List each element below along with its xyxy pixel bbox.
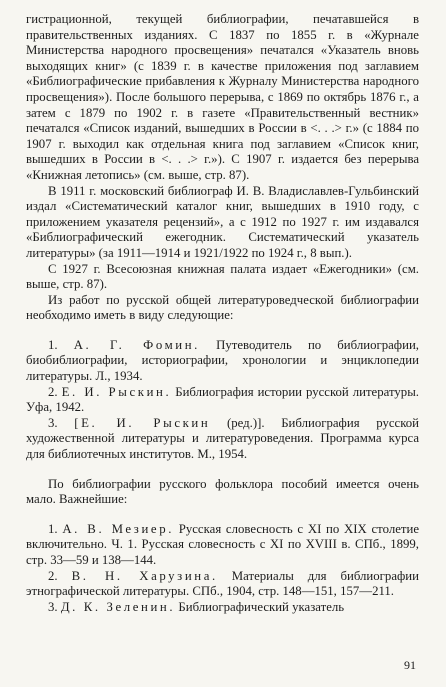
item-text: (ред.)]. Библиография русской художественной литературы и литературоведения. Программа курса для библиотечных институтов. М., 1954. bbox=[26, 415, 420, 462]
list-item bbox=[26, 338, 419, 385]
list-item bbox=[26, 385, 419, 416]
intro-paragraph-vladislavlev: В 1911 г. московский библиограф И. В. Владиславлев-Гульбинский издал «Систематический каталог книг, вышедших в 1910 году, с приложением указателя рецензий», а с 1912 по 1927 г. им издавался «Библиографический ежегодник. Систематический указатель литературы» (за 1911—1914 и 1921/1922 по 1924 г., 8 вып.). bbox=[26, 183, 419, 260]
list-item bbox=[26, 522, 419, 569]
item-text: Библиография истории русской литературы. Уфа, 1942. bbox=[26, 384, 420, 415]
item-text: Путеводитель по библиографии, биобиблиографии, историографии, хронологии и энциклопедии литературы. Л., 1934. bbox=[26, 337, 419, 384]
page-number: 91 bbox=[404, 658, 416, 672]
item-author: А. Г. Фомин. bbox=[73, 337, 200, 352]
item-author: В. Н. Харузина. bbox=[71, 568, 218, 583]
item-author: [Е. И. Рыскин bbox=[74, 415, 211, 430]
folklore-bibliography-list bbox=[26, 522, 419, 616]
spacer bbox=[26, 463, 419, 477]
intro-paragraph-general-works: Из работ по русской общей литературоведческой библиографии необходимо иметь в виду следующие: bbox=[26, 292, 419, 323]
item-number: 1. bbox=[48, 521, 58, 536]
page-content bbox=[26, 12, 419, 615]
item-number: 3. bbox=[48, 599, 58, 614]
item-text: Библиографический указатель bbox=[178, 599, 345, 614]
list-item bbox=[26, 600, 419, 616]
item-author: Д. К. Зеленин. bbox=[60, 599, 176, 614]
item-text: Материалы для библиографии этнографической литературы. СПб., 1904, стр. 148—151, 157—211. bbox=[26, 568, 419, 599]
item-number: 2. bbox=[48, 384, 58, 399]
item-text: Русская словесность с XI по XIX столетие включительно. Ч. 1. Русская словесность с XI по XVIII в. СПб., 1899, стр. 33—59 и 138—144. bbox=[26, 521, 420, 567]
spacer bbox=[26, 324, 419, 338]
general-bibliography-list bbox=[26, 338, 419, 463]
item-number: 2. bbox=[48, 568, 58, 583]
intro-paragraph-continued: гистрационной, текущей библиографии, печатавшейся в правительственных изданиях. С 1837 по 1855 г. в «Журнале Министерства народного просвещения» печатался «Указатель вновь выходящих книг» (с 1839 г. в качестве приложения под заглавием «Библиографические прибавления к Журналу Министерства народного просвещения»). После большого перерыва, с 1869 по октябрь 1876 г., а затем с 1879 по 1902 г. в газете «Правительственный вестник» печатался «Список изданий, вышедших в России в <. . .> г.» (с 1884 по 1907 г. выходил как отдельная книга под заглавием «Список книг, вышедших в России в <. . .> г.»). С 1907 г. издается без перерыва «Книжная летопись» (см. выше, стр. 87). bbox=[26, 12, 419, 182]
intro-paragraph-book-chamber: С 1927 г. Всесоюзная книжная палата издает «Ежегодники» (см. выше, стр. 87). bbox=[26, 261, 419, 292]
folklore-intro-paragraph: По библиографии русского фольклора пособий имеется очень мало. Важнейшие: bbox=[26, 476, 419, 507]
item-number: 3. bbox=[48, 415, 58, 430]
list-item bbox=[26, 416, 419, 463]
item-author: Е. И. Рыскин. bbox=[61, 384, 172, 399]
spacer bbox=[26, 508, 419, 522]
list-item bbox=[26, 569, 419, 600]
item-number: 1. bbox=[48, 337, 58, 352]
item-author: А. В. Мезиер. bbox=[62, 521, 174, 536]
